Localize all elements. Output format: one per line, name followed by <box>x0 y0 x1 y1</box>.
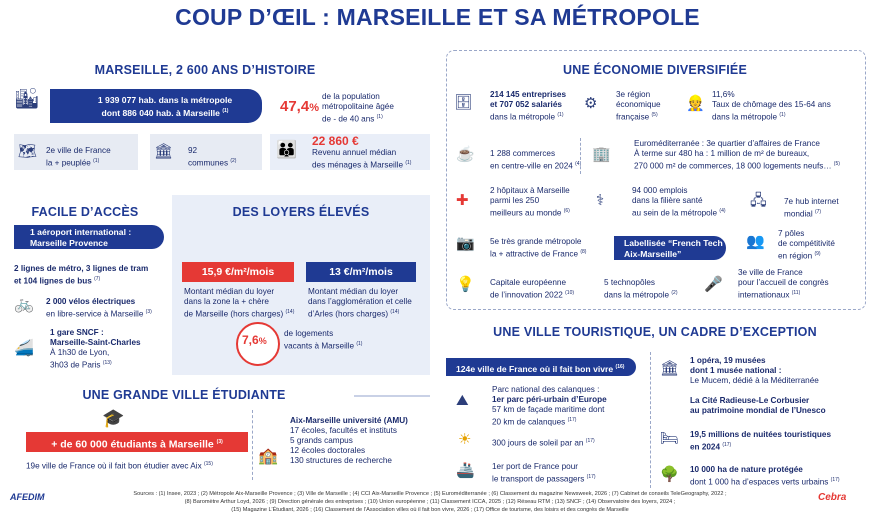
technopoles-text: 5 technopôles dans la métropole $^{(2)}$ <box>604 278 678 300</box>
ship-icon: 🚢 <box>456 462 475 479</box>
hotel-bed-icon: 🛏 <box>660 430 680 447</box>
afedim-logo: AFEDIM <box>10 492 45 502</box>
divider-dashed <box>252 410 253 480</box>
map-icon: 🗺 <box>18 143 38 160</box>
nuitees-text: 19,5 millions de nuitées touristiques en 2024 $^{(17)}$ <box>690 430 832 452</box>
bike-text: 2 000 vélos électriques en libre-service à Marseille $^{(3)}$ <box>46 297 152 319</box>
attractive-text: 5e très grande métropole la + attractive de France $^{(8)}$ <box>490 237 587 259</box>
student-rank: 19e ville de France où il fait bon étudier avec Aix $^{(15)}$ <box>26 461 213 471</box>
rent1-value: 15,9 €/m²/mois <box>182 262 294 282</box>
income-value: 22 860 € <box>312 134 359 148</box>
acces-title: FACILE D’ACCÈS <box>31 205 139 219</box>
young-pct: 47,4% <box>280 98 319 115</box>
euromed-text: Euroméditerranée : 3e quartier d’affaires de France À terme sur 480 ha : 1 million de m² de bureaux, 270 000 m² de commerces, 18 000 logements neufs… $^{(5)}$ <box>634 139 840 171</box>
airport-pill: 1 aéroport international : Marseille Provence <box>14 225 164 249</box>
amu-text: Aix-Marseille université (AMU) 17 écoles, facultés et instituts 5 grands campus 12 écoles doctorales 130 structures de recherche <box>290 416 408 465</box>
histoire-title: MARSEILLE, 2 600 ANS D’HISTOIRE <box>94 63 316 77</box>
tree-icon: 🌳 <box>660 466 679 483</box>
divider-dashed <box>650 352 651 488</box>
opera-text: 1 opéra, 19 musées dont 1 musée national : Le Mucem, dédié à la Méditerranée <box>690 356 819 385</box>
companies-text: 214 145 entreprises et 707 052 salariés dans la métropole $^{(1)}$ <box>490 90 567 122</box>
camera-icon: 📷 <box>456 235 475 252</box>
student-icon: 🎓 <box>102 408 125 428</box>
bicycle-icon: 🚲 <box>14 296 34 313</box>
university-icon: 🏫 <box>258 448 278 465</box>
vacant-text: de logements vacants à Marseille $^{(1)}$ <box>284 329 363 351</box>
etudiante-title: UNE GRANDE VILLE ÉTUDIANTE <box>14 388 354 402</box>
hospital-cross-icon: ✚ <box>456 192 469 209</box>
divider-dashed <box>580 138 581 174</box>
city-buildings-icon: 🏙 <box>14 88 40 110</box>
hub-text: 7e hub internet mondial $^{(7)}$ <box>784 197 839 219</box>
frenchtech-pill: Labellisée “French Tech Aix-Marseille” <box>614 236 726 260</box>
population-pill: 1 939 077 hab. dans la métropole dont 886 040 hab. à Marseille $^{(1)}$ <box>50 89 262 123</box>
chomage-text: 11,6% Taux de chômage des 15-64 ans dans la métropole $^{(1)}$ <box>712 90 831 122</box>
port-text: 1er port de France pour le transport de passagers $^{(17)}$ <box>492 462 596 484</box>
vacant-pct: 7,6% <box>242 333 267 347</box>
soleil-text: 300 jours de soleil par an $^{(17)}$ <box>492 438 595 448</box>
sources-footer: Sources : (1) Insee, 2023 ; (2) Métropole Aix-Marseille Provence ; (3) Ville de Marseille ; (4) CCI Aix-Marseille Provence ; (5) Euroméditerranée ; (6) Classement du magazine Newsweek, 2026 ; (7) Cabinet de conseils TeleGeography, 2022 ; (8) Baromètre Arthur Loyd, 2026 ; (9) Direction générale des entreprises ; (10) Union européenne ; (11) Classement ICCA, 2025 ; (12) Réseau RTM ; (13) SNCF ; (14) Observatoire des loyers, 2024 ; (15) Magazine L’Étudiant, 2026 ; (16) Classement de l’Association villes où il fait bon vivre, 2026 ; (17) Office de tourisme, des loisirs et des congrès de Marseille <box>133 491 727 513</box>
rent1-text: Montant médian du loyer dans la zone la + chère de Marseille (hors charges) $^{(14)}$ <box>184 287 295 319</box>
loyers-title: DES LOYERS ÉLEVÉS <box>232 205 370 219</box>
town-hall-icon: 🏛 <box>154 143 174 160</box>
commerces-text: 1 288 commerces en centre-ville en 2024 $^{(4)}$ <box>490 149 582 171</box>
emplois-text: 94 000 emplois dans la filière santé au sein de la métropole $^{(4)}$ <box>632 186 726 218</box>
caduceus-icon: ⚕ <box>596 192 605 209</box>
poles-text: 7 pôles de compétitivité en région $^{(9)}$ <box>778 229 835 261</box>
congres-text: 3e ville de France pour l’accueil de congrès internationaux $^{(11)}$ <box>738 268 829 300</box>
young-text: de la population métropolitaine âgée de - de 40 ans $^{(1)}$ <box>322 92 394 124</box>
conference-icon: 🎤 <box>704 276 723 293</box>
economie-title: UNE ÉCONOMIE DIVERSIFIÉE <box>520 63 790 77</box>
transport-text: 2 lignes de métro, 3 lignes de tram et 104 lignes de bus $^{(7)}$ <box>14 264 149 286</box>
tourisme-title: UNE VILLE TOURISTIQUE, UN CADRE D’EXCEPTION <box>493 325 817 339</box>
population-line1: 1 939 077 hab. dans la métropole <box>97 95 233 105</box>
sncf-text: 1 gare SNCF : Marseille-Saint-Charles À 1h30 de Lyon, 3h03 de Paris $^{(13)}$ <box>50 328 141 370</box>
lightbulb-icon: 💡 <box>456 276 475 293</box>
calanques-text: Parc national des calanques : 1er parc péri-urbain d’Europe 57 km de façade maritime dont 20 km de calanques $^{(17)}$ <box>492 385 607 427</box>
museum-icon: 🏛 <box>660 360 680 377</box>
students-pill: + de 60 000 étudiants à Marseille $^{(3)}$ <box>26 432 248 452</box>
cafe-terrace-icon: ☕ <box>456 146 475 163</box>
worker-icon: 👷 <box>686 95 705 112</box>
population-line2: dont 886 040 hab. à Marseille <box>101 107 220 118</box>
nature-text: 10 000 ha de nature protégée dont 1 000 ha d’espaces verts urbains $^{(17)}$ <box>690 465 840 487</box>
economy-gear-icon: ⚙ <box>584 95 598 112</box>
rent2-value: 13 €/m²/mois <box>306 262 416 282</box>
income-text: Revenu annuel médian des ménages à Marseille $^{(1)}$ <box>312 148 412 170</box>
household-icon: 👪 <box>276 140 298 159</box>
page-title: COUP D’ŒIL : MARSEILLE ET SA MÉTROPOLE <box>175 4 700 30</box>
capitale-text: Capitale européenne de l’innovation 2022 $^{(10)}$ <box>490 278 575 300</box>
communes-text: 92 communes $^{(2)}$ <box>188 146 237 168</box>
office-desk-icon: 🗄 <box>454 94 474 111</box>
rank-text: 2e ville de France la + peuplée $^{(1)}$ <box>46 146 111 168</box>
train-icon: 🚄 <box>14 340 34 357</box>
vivre-pill: 124e ville de France où il fait bon vivre $^{(16)}$ <box>446 358 636 376</box>
corbusier-text: La Cité Radieuse-Le Corbusier au patrimoine mondial de l’Unesco <box>690 396 826 415</box>
hopitaux-text: 2 hôpitaux à Marseille parmi les 250 meilleurs au monde $^{(6)}$ <box>490 186 570 218</box>
people-network-icon: 👥 <box>746 233 765 250</box>
mountain-icon: ⛰ <box>456 392 469 409</box>
rent2-text: Montant médian du loyer dans l’agglomération et celle d’Arles (hors charges) $^{(14)}$ <box>308 287 412 319</box>
business-district-icon: 🏢 <box>592 146 611 163</box>
cebra-logo: Cebra <box>818 492 847 503</box>
sun-icon: ☀ <box>458 431 472 448</box>
region-text: 3e région économique française $^{(5)}$ <box>616 90 661 122</box>
internet-hub-icon: 🖧 <box>750 192 767 209</box>
